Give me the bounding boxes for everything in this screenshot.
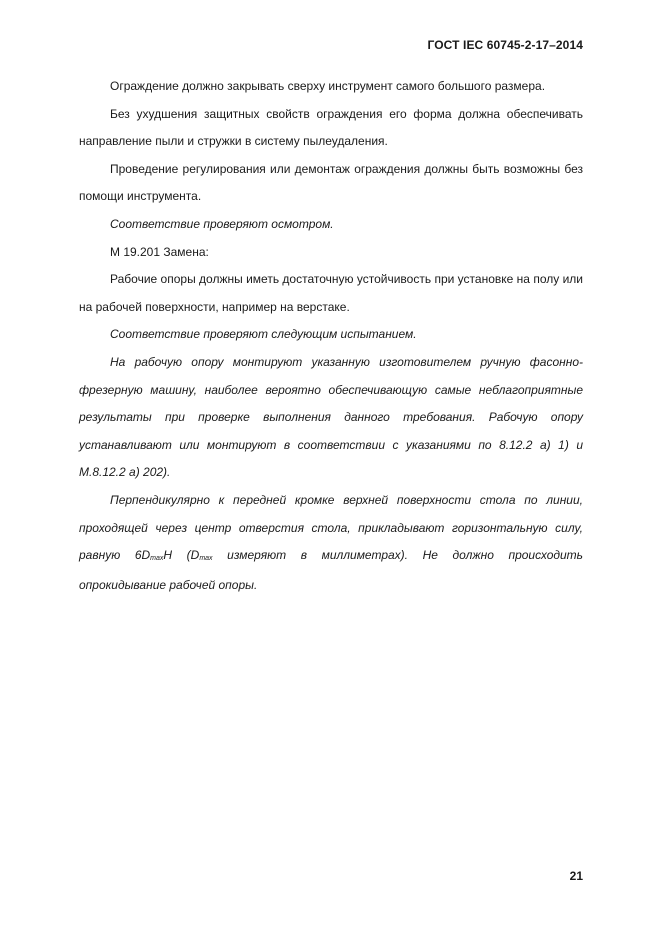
page-number: 21	[569, 869, 583, 883]
force-text-middle: Н (D	[163, 548, 200, 563]
paragraph-test-note: Соответствие проверяют следующим испытанием.	[110, 327, 417, 342]
paragraph-test-setup: На рабочую опору монтируют указанную изготовителем ручную фасонно-фрезерную машину, наиболее вероятно обеспечивающую самые неблагоприятные результаты при проверке выполнения данного требования. Рабочую опору устанавливают или монтируют в соответствии с указаниями по 8.12.2 а) 1) и М.8.12.2 а) 202).	[79, 354, 583, 480]
document-header: ГОСТ IEC 60745-2-17–2014	[427, 38, 583, 52]
paragraph-inspection-note: Соответствие проверяют осмотром.	[110, 216, 334, 231]
force-text-after: измеряют в миллиметрах). Не должно происходить опрокидывание рабочей опоры.	[79, 548, 583, 592]
paragraph-force-test	[79, 487, 583, 599]
paragraph-support-stability: Рабочие опоры должны иметь достаточную устойчивость при установке на полу или на рабочей поверхности, например на верстаке.	[79, 272, 583, 314]
paragraph-guard-cover: Ограждение должно закрывать сверху инструмент самого большого размера.	[110, 79, 546, 93]
document-body	[79, 73, 583, 599]
paragraph-clause-replacement: М 19.201 Замена:	[110, 244, 209, 259]
dmax-subscript-2: max	[199, 555, 213, 563]
paragraph-guard-adjustment: Проведение регулирования или демонтаж ограждения должны быть возможны без помощи инструмента.	[79, 161, 583, 204]
dmax-subscript: max	[150, 555, 164, 563]
force-text-before: Перпендикулярно к передней кромке верхней поверхности стола по линии, проходящей через центр отверстия стола, прикладывают горизонтальную силу, равную 6D	[79, 492, 583, 563]
paragraph-guard-shape: Без ухудшения защитных свойств ограждения его форма должна обеспечивать направление пыли и стружки в систему пылеудаления.	[79, 106, 583, 149]
